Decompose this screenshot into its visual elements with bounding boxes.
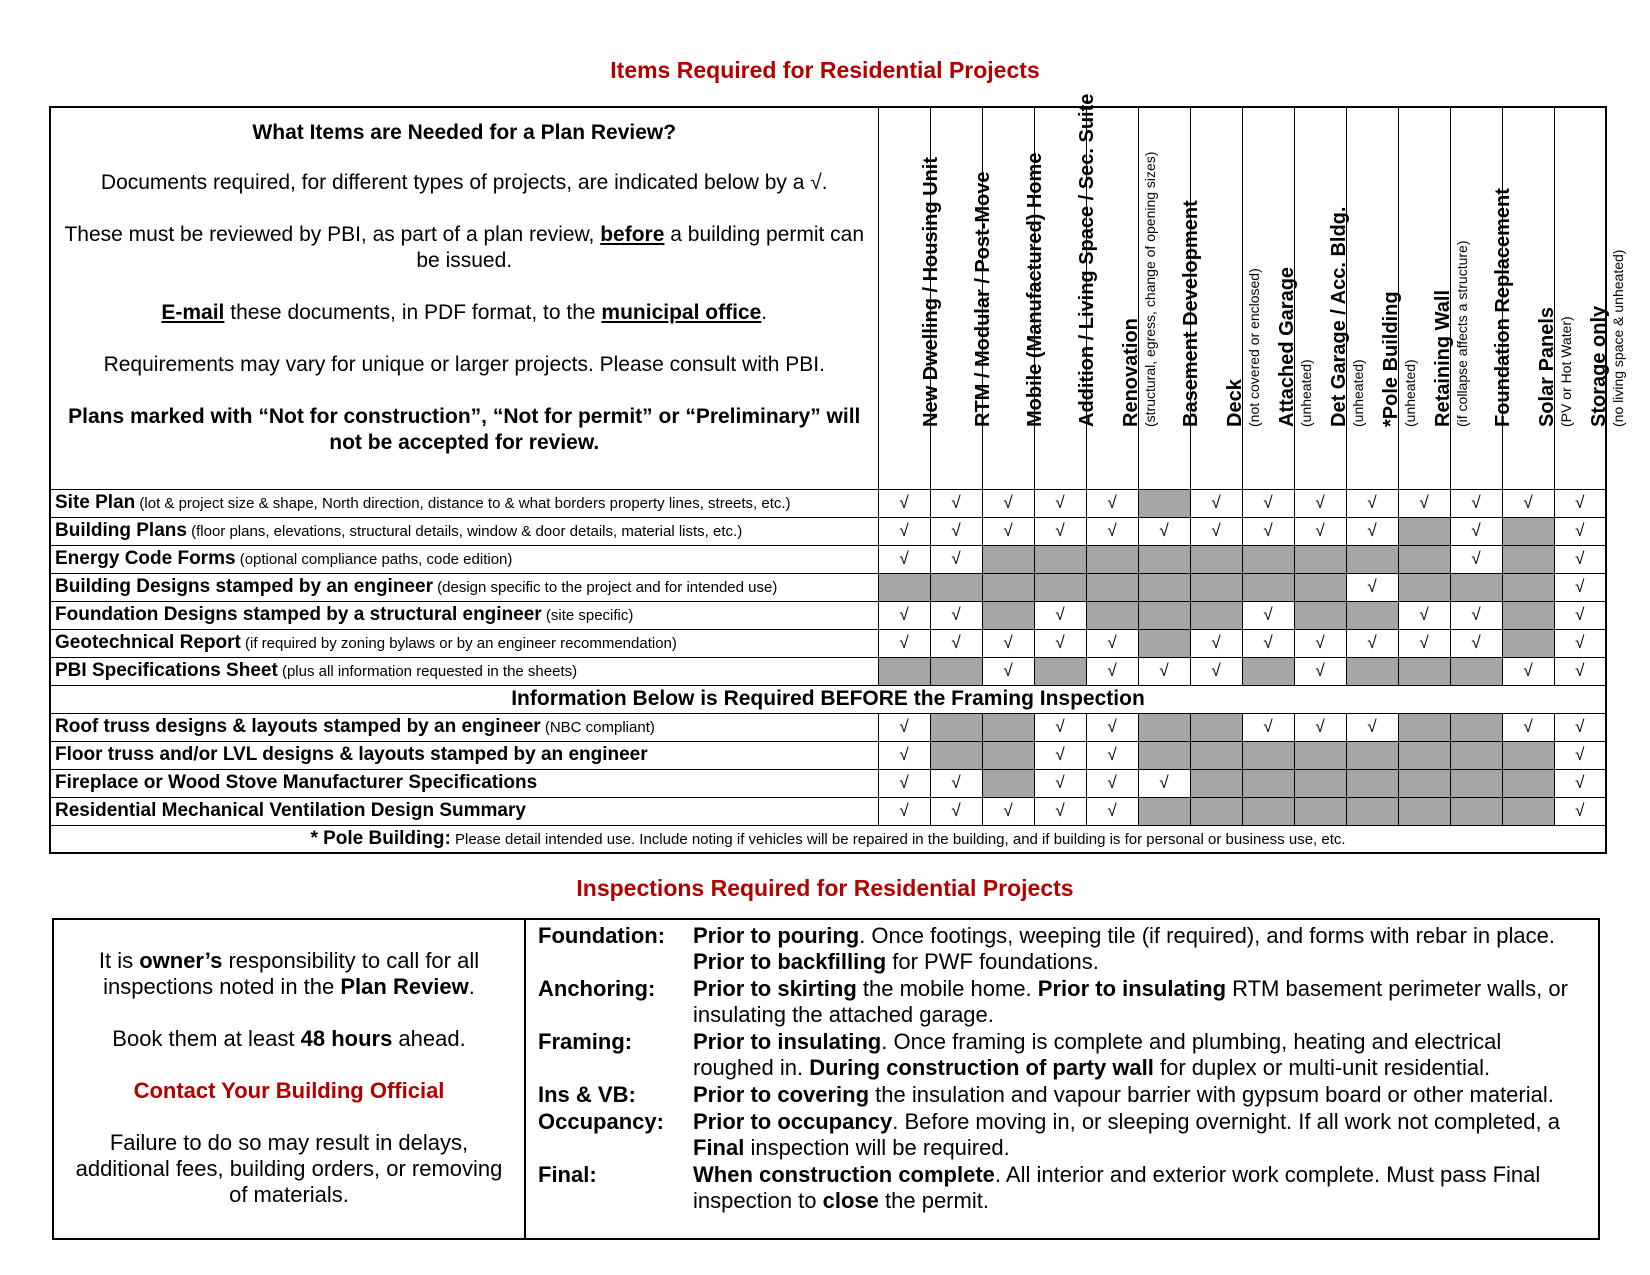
not-required-cell — [1346, 797, 1398, 825]
row-label-title: Fireplace or Wood Stove Manufacturer Specifications — [55, 772, 538, 793]
owner-responsibility-text: It is owner’s responsibility to call for all inspections noted in the Plan Review. — [98, 948, 480, 999]
check-mark-cell: √ — [1554, 573, 1606, 601]
not-required-cell — [1242, 545, 1294, 573]
inspection-timing: Prior to covering — [693, 1082, 870, 1107]
inspection-label: Anchoring: — [538, 976, 656, 1001]
check-mark-cell: √ — [1086, 489, 1138, 517]
column-header-sublabel: (unheated) — [1297, 358, 1314, 427]
column-header-sublabel: (PV or Hot Water) — [1557, 315, 1574, 427]
check-mark-cell: √ — [1034, 713, 1086, 741]
items-required-table — [49, 93, 1626, 854]
not-required-cell — [1398, 657, 1450, 685]
not-required-cell — [1138, 573, 1190, 601]
column-header-label: Attached Garage — [1275, 266, 1298, 427]
not-required-cell — [1190, 601, 1242, 629]
inspection-description — [693, 1109, 1588, 1161]
check-mark-cell: √ — [1450, 517, 1502, 545]
footnote-text: Please detail intended use. Include noting if vehicles will be repaired in the building, and if building is for personal or business use, etc. — [455, 830, 1346, 848]
column-header-label: Renovation — [1119, 317, 1142, 427]
intro-question: What Items are Needed for a Plan Review? — [252, 121, 677, 144]
not-required-cell — [982, 545, 1034, 573]
inspection-label: Framing: — [538, 1029, 633, 1054]
check-mark-cell: √ — [1034, 601, 1086, 629]
table-row — [50, 517, 1606, 545]
inspection-timing: Prior to insulating — [693, 1029, 882, 1054]
check-mark-cell: √ — [878, 601, 930, 629]
row-label-title: Floor truss and/or LVL designs & layouts stamped by an engineer — [55, 744, 648, 765]
column-header-label: *Pole Building — [1379, 290, 1402, 427]
inspection-text: for PWF foundations. — [886, 949, 1099, 974]
row-label — [50, 489, 878, 517]
row-label-detail: (optional compliance paths, code edition) — [235, 551, 513, 568]
pole-building-footnote — [50, 825, 1606, 853]
column-header-label: Storage only — [1587, 305, 1610, 427]
not-required-cell — [1450, 573, 1502, 601]
check-mark-cell: √ — [1450, 489, 1502, 517]
column-header-label: New Dwelling / Housing Unit — [919, 156, 942, 427]
not-required-cell — [1502, 545, 1554, 573]
not-required-cell — [1242, 769, 1294, 797]
table-row — [50, 657, 1606, 685]
column-header-label: Retaining Wall — [1431, 289, 1454, 427]
not-required-cell — [1450, 769, 1502, 797]
column-header-label: Det Garage / Acc. Bldg. — [1327, 206, 1350, 427]
row-label — [50, 545, 878, 573]
inspection-timing: During construction of party wall — [809, 1055, 1154, 1080]
check-mark-cell: √ — [930, 601, 982, 629]
inspection-item — [538, 1082, 1588, 1108]
table-row — [50, 629, 1606, 657]
not-required-cell — [1294, 769, 1346, 797]
row-label-detail: (if required by zoning bylaws or by an engineer recommendation) — [240, 635, 677, 652]
not-required-cell — [982, 601, 1034, 629]
inspection-timing: Prior to skirting — [693, 976, 857, 1001]
check-mark-cell: √ — [1138, 769, 1190, 797]
row-label-title: Geotechnical Report — [55, 632, 241, 653]
column-header — [1242, 107, 1314, 489]
inspection-text: . Once footings, weeping tile (if required), and forms with rebar in place. — [859, 923, 1555, 948]
table-row — [50, 601, 1606, 629]
not-required-cell — [1398, 769, 1450, 797]
check-mark-cell: √ — [982, 489, 1034, 517]
inspection-timing: close — [822, 1188, 879, 1213]
row-label — [50, 741, 878, 769]
plan-review-intro — [50, 107, 878, 489]
check-mark-cell: √ — [982, 797, 1034, 825]
not-required-cell — [1346, 601, 1398, 629]
check-mark-cell: √ — [1554, 657, 1606, 685]
inspection-text: for duplex or multi-unit residential. — [1153, 1055, 1491, 1080]
row-label — [50, 629, 878, 657]
check-mark-cell: √ — [1242, 517, 1294, 545]
check-mark-cell: √ — [1398, 629, 1450, 657]
not-required-cell — [878, 657, 930, 685]
not-required-cell — [1294, 545, 1346, 573]
check-mark-cell: √ — [878, 517, 930, 545]
row-label-title: Residential Mechanical Ventilation Design Summary — [55, 800, 526, 821]
not-required-cell — [1398, 517, 1450, 545]
check-mark-cell: √ — [1086, 629, 1138, 657]
row-label — [50, 601, 878, 629]
column-header-label: Foundation Replacement — [1491, 187, 1514, 427]
column-header-sublabel: (unheated) — [1401, 358, 1418, 427]
column-header-label: Addition / Living Space / Sec. Suite — [1075, 93, 1098, 427]
row-label-title: Energy Code Forms — [55, 548, 236, 569]
inspection-description — [693, 976, 1588, 1028]
column-header — [1346, 107, 1418, 489]
not-required-cell — [930, 713, 982, 741]
not-required-cell — [1190, 769, 1242, 797]
not-required-cell — [1346, 545, 1398, 573]
column-header-label: RTM / Modular / Post-Move — [971, 170, 994, 427]
inspection-text: the permit. — [878, 1188, 989, 1213]
not-required-cell — [1086, 545, 1138, 573]
not-required-cell — [1398, 713, 1450, 741]
check-mark-cell: √ — [930, 489, 982, 517]
inspection-text: the mobile home. — [856, 976, 1038, 1001]
framing-section-header: Information Below is Required BEFORE the Framing Inspection — [50, 685, 1606, 713]
inspection-item — [538, 923, 1588, 975]
check-mark-cell: √ — [930, 517, 982, 545]
check-mark-cell: √ — [1190, 657, 1242, 685]
check-mark-cell: √ — [1502, 657, 1554, 685]
inspection-timing: Prior to occupancy — [693, 1109, 893, 1134]
table-row — [50, 741, 1606, 769]
check-mark-cell: √ — [878, 489, 930, 517]
not-required-cell — [982, 741, 1034, 769]
inspection-item — [538, 1109, 1588, 1161]
not-required-cell — [1450, 741, 1502, 769]
not-required-cell — [1294, 741, 1346, 769]
failure-warning-text: Failure to do so may result in delays, additional fees, building orders, or removing of materials. — [75, 1130, 503, 1207]
column-header-sublabel: (no living space & unheated) — [1609, 249, 1626, 427]
table-row — [50, 545, 1606, 573]
not-required-cell — [1086, 601, 1138, 629]
not-required-cell — [1138, 545, 1190, 573]
check-mark-cell: √ — [1294, 713, 1346, 741]
not-required-cell — [930, 573, 982, 601]
inspection-label: Occupancy: — [538, 1109, 664, 1134]
check-mark-cell: √ — [1346, 517, 1398, 545]
inspection-timing: Prior to backfilling — [693, 949, 887, 974]
not-required-cell — [1242, 797, 1294, 825]
not-required-cell — [1398, 545, 1450, 573]
column-header-sublabel: (unheated) — [1349, 358, 1366, 427]
inspection-item — [538, 1029, 1588, 1081]
not-required-cell — [982, 713, 1034, 741]
check-mark-cell: √ — [1346, 713, 1398, 741]
booking-text: Book them at least 48 hours ahead. — [112, 1026, 466, 1051]
row-label-title: Foundation Designs stamped by a structural engineer — [55, 604, 542, 625]
inspection-text: the insulation and vapour barrier with gypsum board or other material. — [869, 1082, 1554, 1107]
check-mark-cell: √ — [1346, 573, 1398, 601]
check-mark-cell: √ — [1086, 769, 1138, 797]
check-mark-cell: √ — [1242, 713, 1294, 741]
check-mark-cell: √ — [1034, 797, 1086, 825]
check-mark-cell: √ — [1242, 489, 1294, 517]
check-mark-cell: √ — [1138, 657, 1190, 685]
column-header — [1450, 107, 1514, 489]
not-required-cell — [1398, 797, 1450, 825]
check-mark-cell: √ — [1086, 657, 1138, 685]
check-mark-cell: √ — [1346, 489, 1398, 517]
check-mark-cell: √ — [878, 545, 930, 573]
check-mark-cell: √ — [1034, 741, 1086, 769]
inspection-text: RTM basement perimeter walls, or insulating the attached garage. — [693, 976, 1568, 1027]
not-required-cell — [1294, 797, 1346, 825]
check-mark-cell: √ — [1294, 657, 1346, 685]
check-mark-cell: √ — [1086, 517, 1138, 545]
not-required-cell — [982, 769, 1034, 797]
table-row — [50, 573, 1606, 601]
not-required-cell — [1190, 741, 1242, 769]
not-required-cell — [1242, 741, 1294, 769]
not-required-cell — [930, 741, 982, 769]
check-mark-cell: √ — [1554, 545, 1606, 573]
inspection-timing: Prior to insulating — [1037, 976, 1227, 1001]
column-header-label: Deck — [1223, 378, 1246, 427]
check-mark-cell: √ — [1034, 629, 1086, 657]
column-header — [930, 107, 994, 489]
inspection-timing: Prior to pouring — [693, 923, 860, 948]
check-mark-cell: √ — [1502, 713, 1554, 741]
check-mark-cell: √ — [1138, 517, 1190, 545]
intro-paragraph-1: Documents required, for different types of projects, are indicated below by a √. — [100, 171, 828, 194]
column-header — [1190, 107, 1262, 489]
not-required-cell — [1034, 573, 1086, 601]
check-mark-cell: √ — [1554, 601, 1606, 629]
row-label-title: PBI Specifications Sheet — [55, 660, 278, 681]
check-mark-cell: √ — [1502, 489, 1554, 517]
column-header — [1398, 107, 1470, 489]
not-required-cell — [1502, 517, 1554, 545]
inspection-description — [693, 923, 1588, 975]
not-required-cell — [1242, 657, 1294, 685]
not-required-cell — [1138, 713, 1190, 741]
not-required-cell — [1294, 601, 1346, 629]
column-header-sublabel: (not covered or enclosed) — [1245, 267, 1262, 427]
inspection-text: inspection will be required. — [744, 1135, 1010, 1160]
row-label-detail: (design specific to the project and for intended use) — [432, 579, 778, 596]
column-header — [1554, 107, 1626, 489]
inspection-description — [693, 1029, 1588, 1081]
column-header-sublabel: (if collapse affects a structure) — [1453, 240, 1470, 427]
check-mark-cell: √ — [1554, 741, 1606, 769]
check-mark-cell: √ — [982, 629, 1034, 657]
not-required-cell — [930, 657, 982, 685]
not-required-cell — [1502, 601, 1554, 629]
not-required-cell — [1346, 769, 1398, 797]
not-required-cell — [1190, 573, 1242, 601]
check-mark-cell: √ — [1190, 629, 1242, 657]
inspection-description — [693, 1162, 1588, 1214]
check-mark-cell: √ — [878, 769, 930, 797]
row-label-title: Roof truss designs & layouts stamped by an engineer — [55, 716, 541, 737]
check-mark-cell: √ — [878, 713, 930, 741]
check-mark-cell: √ — [1034, 769, 1086, 797]
row-label-title: Building Designs stamped by an engineer — [55, 576, 433, 597]
check-mark-cell: √ — [1346, 629, 1398, 657]
row-label — [50, 657, 878, 685]
check-mark-cell: √ — [1294, 489, 1346, 517]
check-mark-cell: √ — [982, 517, 1034, 545]
not-required-cell — [1294, 573, 1346, 601]
check-mark-cell: √ — [1398, 489, 1450, 517]
check-mark-cell: √ — [1086, 713, 1138, 741]
check-mark-cell: √ — [878, 741, 930, 769]
row-label-detail: (floor plans, elevations, structural details, window & door details, material lists, etc.) — [186, 523, 743, 540]
check-mark-cell: √ — [1554, 797, 1606, 825]
not-required-cell — [1450, 713, 1502, 741]
row-label-detail: (lot & project size & shape, North direction, distance to & what borders property lines, streets, etc.) — [135, 495, 791, 512]
not-required-cell — [1502, 629, 1554, 657]
intro-paragraph-3: E-mail these documents, in PDF format, to the municipal office. — [161, 301, 768, 324]
row-label-detail: (plus all information requested in the sheets) — [277, 663, 578, 680]
not-required-cell — [1086, 573, 1138, 601]
column-header-label: Mobile (Manufactured) Home — [1023, 152, 1046, 427]
column-header-sublabel: (structural, egress, change of opening sizes) — [1141, 151, 1158, 427]
inspection-item — [538, 976, 1588, 1028]
not-required-cell — [1138, 741, 1190, 769]
inspections-box — [52, 918, 1600, 1240]
inspection-label: Ins & VB: — [538, 1082, 636, 1107]
column-header-label: Solar Panels — [1535, 306, 1558, 427]
inspection-item — [538, 1162, 1588, 1214]
inspection-list — [526, 920, 1598, 1238]
column-header — [1294, 107, 1366, 489]
check-mark-cell: √ — [1190, 517, 1242, 545]
column-header — [1034, 93, 1098, 489]
check-mark-cell: √ — [1086, 797, 1138, 825]
not-required-cell — [1138, 797, 1190, 825]
not-required-cell — [1346, 741, 1398, 769]
not-required-cell — [1450, 797, 1502, 825]
inspection-text: . Before moving in, or sleeping overnight. If all work not completed, a — [892, 1109, 1560, 1134]
not-required-cell — [1502, 741, 1554, 769]
column-header — [878, 107, 942, 489]
not-required-cell — [1138, 629, 1190, 657]
check-mark-cell: √ — [1398, 601, 1450, 629]
check-mark-cell: √ — [930, 629, 982, 657]
not-required-cell — [1502, 797, 1554, 825]
row-label — [50, 573, 878, 601]
intro-paragraph-2: These must be reviewed by PBI, as part of a plan review, before a building permit can be issued. — [64, 223, 865, 272]
not-required-cell — [1346, 657, 1398, 685]
inspections-title: Inspections Required for Residential Projects — [576, 875, 1074, 901]
table-row — [50, 769, 1606, 797]
row-label — [50, 713, 878, 741]
not-required-cell — [878, 573, 930, 601]
check-mark-cell: √ — [1294, 629, 1346, 657]
check-mark-cell: √ — [982, 657, 1034, 685]
check-mark-cell: √ — [930, 545, 982, 573]
row-label-title: Site Plan — [55, 492, 136, 513]
inspection-text: . Once framing is complete and plumbing, heating and electrical roughed in. — [693, 1029, 1502, 1080]
not-required-cell — [1398, 741, 1450, 769]
row-label-title: Building Plans — [55, 520, 187, 541]
check-mark-cell: √ — [1554, 713, 1606, 741]
inspection-timing: Final — [693, 1135, 745, 1160]
not-required-cell — [1190, 797, 1242, 825]
contact-official-text: Contact Your Building Official — [133, 1078, 445, 1103]
not-required-cell — [1138, 601, 1190, 629]
check-mark-cell: √ — [1450, 601, 1502, 629]
table-row — [50, 713, 1606, 741]
not-required-cell — [1034, 545, 1086, 573]
check-mark-cell: √ — [1086, 741, 1138, 769]
inspection-timing: When construction complete — [693, 1162, 995, 1187]
items-title: Items Required for Residential Projects — [610, 57, 1040, 83]
check-mark-cell: √ — [1034, 489, 1086, 517]
check-mark-cell: √ — [878, 797, 930, 825]
inspections-notice — [54, 920, 526, 1238]
check-mark-cell: √ — [1294, 517, 1346, 545]
column-header — [1086, 107, 1158, 489]
not-required-cell — [1450, 657, 1502, 685]
inspection-description — [693, 1082, 1588, 1108]
not-required-cell — [1190, 545, 1242, 573]
check-mark-cell: √ — [1242, 601, 1294, 629]
inspection-text: . All interior and exterior work complete. Must pass Final inspection to — [693, 1162, 1541, 1213]
check-mark-cell: √ — [1554, 489, 1606, 517]
row-label — [50, 517, 878, 545]
table-row — [50, 489, 1606, 517]
intro-paragraph-4: Requirements may vary for unique or larger projects. Please consult with PBI. — [103, 353, 825, 376]
column-header — [1138, 107, 1202, 489]
not-required-cell — [1242, 573, 1294, 601]
inspection-label: Final: — [538, 1162, 597, 1187]
intro-warning: Plans marked with “Not for construction”, “Not for permit” or “Preliminary” will not be accepted for review. — [68, 405, 861, 454]
footnote-label: * Pole Building: — [310, 827, 451, 849]
not-required-cell — [1034, 657, 1086, 685]
row-label — [50, 769, 878, 797]
not-required-cell — [982, 573, 1034, 601]
check-mark-cell: √ — [1450, 629, 1502, 657]
not-required-cell — [1502, 769, 1554, 797]
not-required-cell — [1398, 573, 1450, 601]
column-header-label: Basement Development — [1179, 199, 1202, 427]
check-mark-cell: √ — [1554, 769, 1606, 797]
row-label — [50, 797, 878, 825]
check-mark-cell: √ — [878, 629, 930, 657]
column-header — [982, 107, 1046, 489]
not-required-cell — [1190, 713, 1242, 741]
check-mark-cell: √ — [1450, 545, 1502, 573]
check-mark-cell: √ — [930, 769, 982, 797]
table-row — [50, 797, 1606, 825]
check-mark-cell: √ — [1554, 629, 1606, 657]
check-mark-cell: √ — [930, 797, 982, 825]
check-mark-cell: √ — [1034, 517, 1086, 545]
not-required-cell — [1502, 573, 1554, 601]
column-header — [1502, 107, 1574, 489]
check-mark-cell: √ — [1242, 629, 1294, 657]
check-mark-cell: √ — [1554, 517, 1606, 545]
row-label-detail: (NBC compliant) — [540, 719, 655, 736]
not-required-cell — [1138, 489, 1190, 517]
row-label-detail: (site specific) — [541, 607, 634, 624]
inspection-label: Foundation: — [538, 923, 666, 948]
check-mark-cell: √ — [1190, 489, 1242, 517]
